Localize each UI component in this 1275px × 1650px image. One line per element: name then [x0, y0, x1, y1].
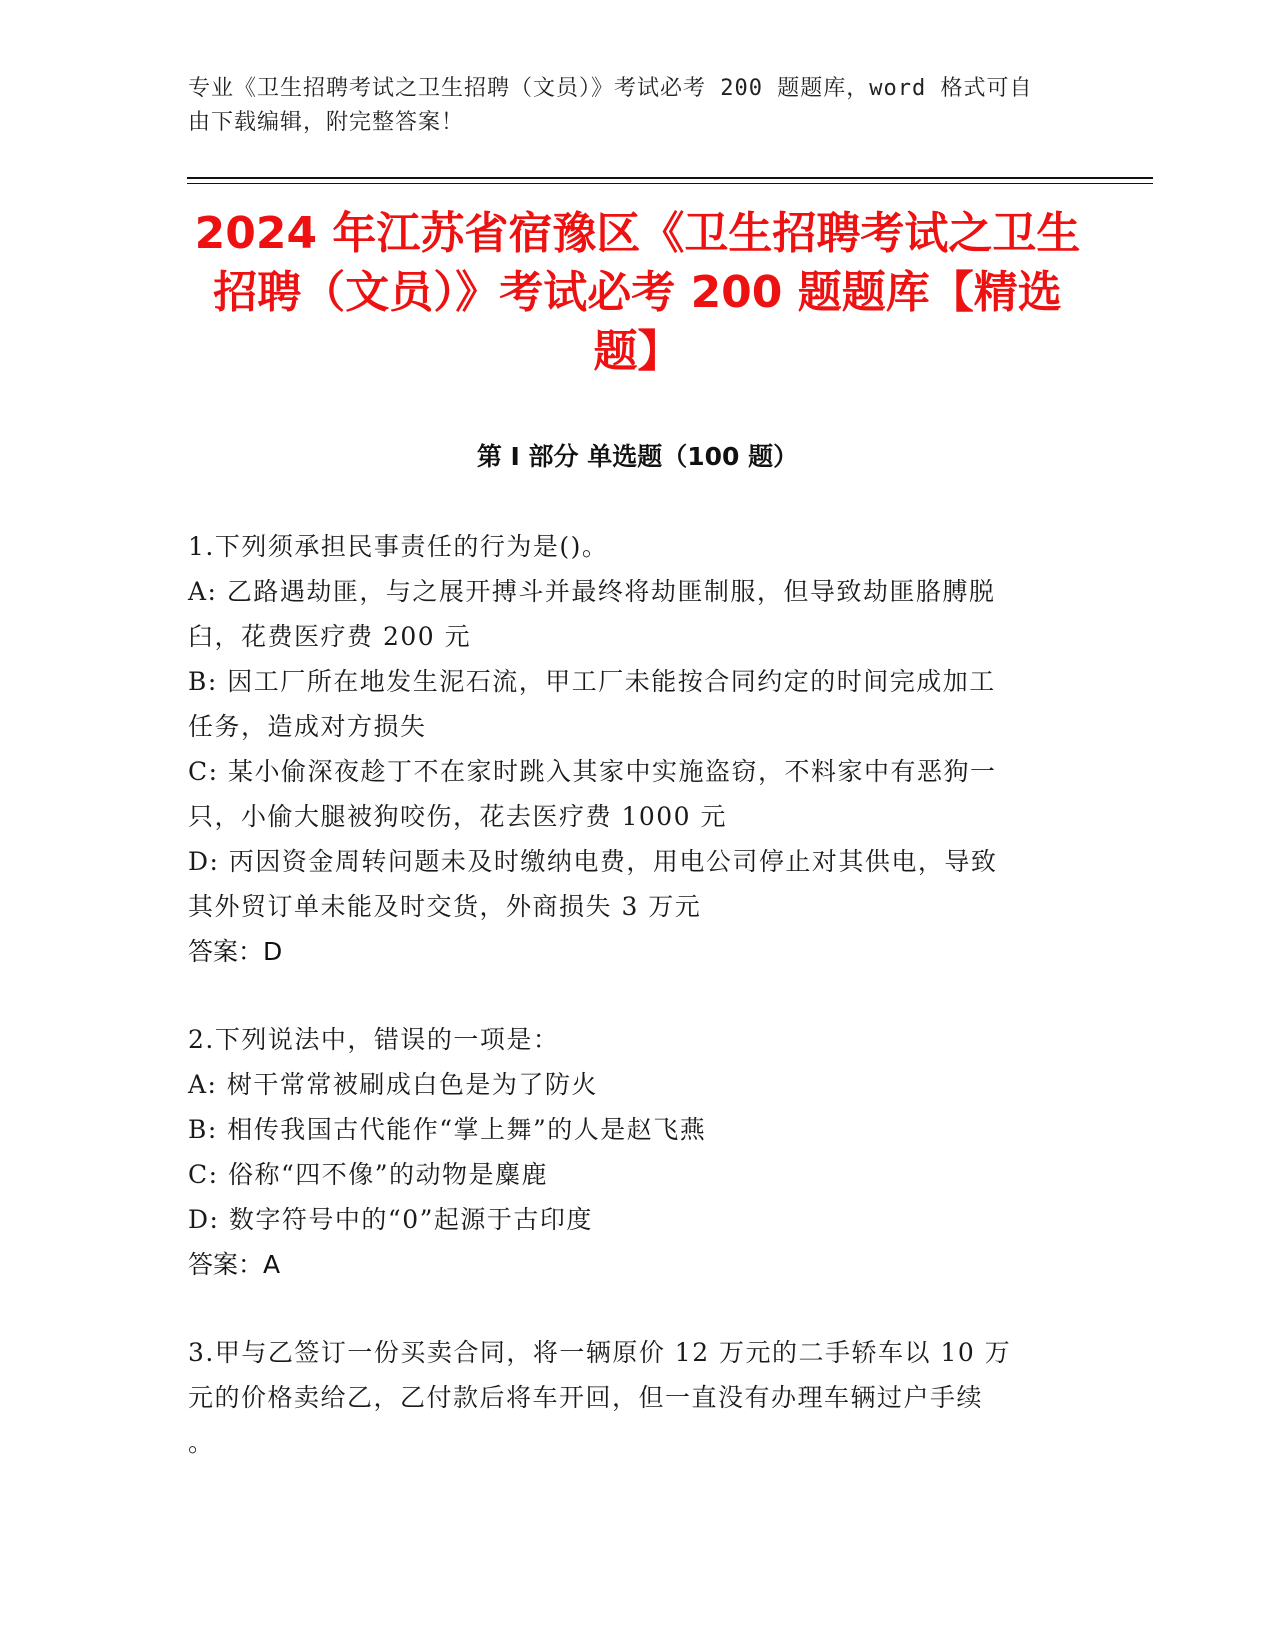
option-b: B: 相传我国古代能作“掌上舞”的人是赵飞燕	[188, 1115, 707, 1144]
option-b: B: 因工厂所在地发生泥石流，甲工厂未能按合同约定的时间完成加工	[188, 667, 996, 696]
question-item	[188, 524, 1078, 974]
option-c: C: 某小偷深夜趁丁不在家时跳入其家中实施盗窃，不料家中有恶狗一	[188, 757, 997, 786]
header-divider-thick	[187, 177, 1153, 179]
document-title-line: 2024 年江苏省宿豫区《卫生招聘考试之卫生	[194, 208, 1081, 259]
section-heading: 第 I 部分 单选题（100 题）	[476, 442, 799, 471]
question-stem: 2.下列说法中，错误的一项是：	[188, 1025, 560, 1054]
option-a: A: 树干常常被刷成白色是为了防火	[188, 1070, 598, 1099]
question-item	[188, 1330, 1078, 1465]
question-list	[188, 524, 1078, 1508]
option-d: D: 丙因资金周转问题未及时缴纳电费，用电公司停止对其供电，导致	[188, 847, 998, 876]
question-stem: 1.下列须承担民事责任的行为是()。	[188, 532, 609, 561]
header-note-line: 由下载编辑，附完整答案！	[188, 110, 465, 135]
question-item	[188, 1017, 1078, 1287]
option-b-continued: 任务，造成对方损失	[188, 712, 427, 741]
answer-label: 答案：A	[188, 1250, 281, 1279]
option-d: D: 数字符号中的“0”起源于古印度	[188, 1205, 593, 1234]
option-a: A: 乙路遇劫匪，与之展开搏斗并最终将劫匪制服，但导致劫匪胳膊脱	[188, 577, 996, 606]
document-title-line: 题】	[593, 326, 682, 377]
header-note	[188, 72, 1088, 140]
document-title	[150, 204, 1125, 381]
header-divider-thin	[187, 183, 1153, 184]
document-title-line: 招聘（文员）》考试必考 200 题题库【精选	[213, 267, 1062, 318]
question-stem-continued: 。	[188, 1428, 215, 1457]
option-c-continued: 只，小偷大腿被狗咬伤，花去医疗费 1000 元	[188, 802, 728, 831]
option-d-continued: 其外贸订单未能及时交货，外商损失 3 万元	[188, 892, 702, 921]
answer-label: 答案：D	[188, 937, 283, 966]
header-note-line: 专业《卫生招聘考试之卫生招聘（文员）》考试必考 200 题题库，word 格式可自	[188, 76, 1033, 101]
option-c: C: 俗称“四不像”的动物是麋鹿	[188, 1160, 549, 1189]
question-stem-continued: 元的价格卖给乙，乙付款后将车开回，但一直没有办理车辆过户手续	[188, 1383, 984, 1412]
option-a-continued: 臼，花费医疗费 200 元	[188, 622, 472, 651]
question-stem: 3.甲与乙签订一份买卖合同，将一辆原价 12 万元的二手轿车以 10 万	[188, 1338, 1012, 1367]
